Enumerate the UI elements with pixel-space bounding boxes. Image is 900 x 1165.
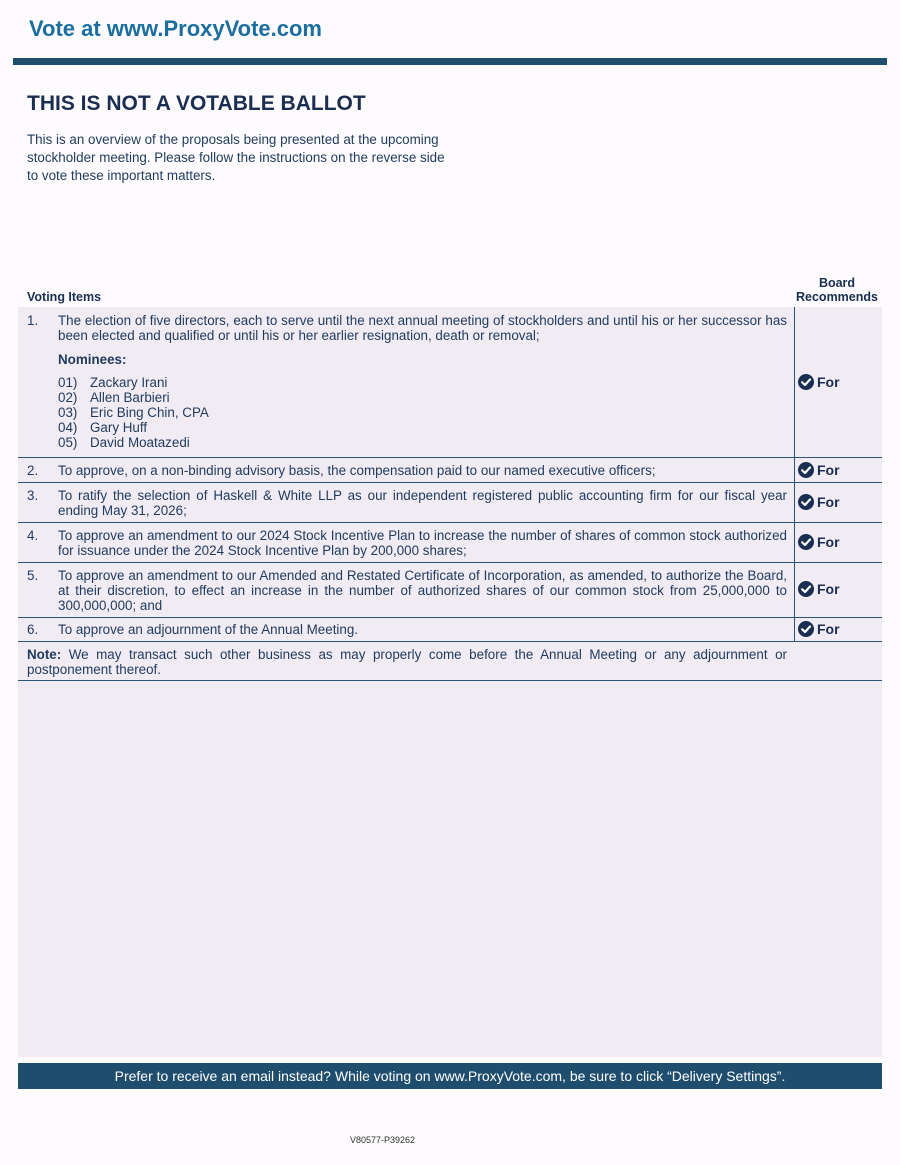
- email-delivery-text: Prefer to receive an email instead? While voting on www.ProxyVote.com, be sure to click “Delivery Settings”.: [114, 1068, 786, 1084]
- item-number: 5.: [27, 568, 39, 583]
- item-number: 2.: [27, 463, 39, 478]
- recommendation-label: For: [817, 534, 840, 550]
- item-text: To approve, on a non-binding advisory basis, the compensation paid to our named executive officers;: [58, 463, 656, 478]
- nominee-number: 02): [58, 390, 78, 405]
- recommendation-label: For: [817, 621, 840, 637]
- nominee-name: Allen Barbieri: [90, 390, 170, 405]
- voting-item-5: [18, 563, 882, 618]
- nominee-number: 01): [58, 375, 78, 390]
- check-circle-icon: [798, 581, 814, 597]
- check-circle-icon: [798, 534, 814, 550]
- header-rule: [13, 58, 887, 65]
- recommendation-label: For: [817, 462, 840, 478]
- note-label: Note:: [27, 647, 62, 662]
- nominee-number: 05): [58, 435, 78, 450]
- nominee-number: 03): [58, 405, 78, 420]
- nominee-number: 04): [58, 420, 78, 435]
- board-recommends-line1: Board: [818, 276, 856, 290]
- recommendation-label: For: [817, 374, 840, 390]
- note-body: We may transact such other business as may properly come before the Annual Meeting or any adjournment or postponement thereof.: [27, 647, 787, 677]
- voting-item-6: [18, 618, 882, 642]
- voting-item-2: [18, 458, 882, 483]
- voting-item-3: [18, 483, 882, 523]
- nominee-name: Zackary Irani: [90, 375, 168, 390]
- nominee: [58, 420, 787, 435]
- nominee-name: David Moatazedi: [90, 435, 190, 450]
- header-title: Vote at www.ProxyVote.com: [29, 16, 322, 41]
- voting-item-4: [18, 523, 882, 563]
- recommendation-cell: [794, 483, 882, 522]
- recommendation-cell: [794, 523, 882, 562]
- check-circle-icon: [798, 462, 814, 478]
- document-code: V80577-P39262: [350, 1135, 416, 1145]
- item-text: To approve an amendment to our Amended and Restated Certificate of Incorporation, as amended, to authorize the Board, at their discretion, to effect an increase in the number of authorized shares of our common stock from 25,000,000 to 300,000,000; and: [58, 568, 787, 613]
- nominees-label: Nominees:: [58, 352, 127, 367]
- recommendation-cell: [794, 563, 882, 617]
- item-description: The election of five directors, each to serve until the next annual meeting of stockholders and until his or her successor has been elected and qualified or until his or her earlier resignation, death or removal;: [58, 313, 787, 343]
- voting-items-header: Voting Items: [27, 290, 102, 304]
- intro-text: This is an overview of the proposals being presented at the upcoming stockholder meeting. Please follow the instructions on the reverse side to vote these important matters.: [27, 132, 445, 183]
- note-text: [27, 647, 787, 677]
- page-title: THIS IS NOT A VOTABLE BALLOT: [27, 92, 366, 115]
- item-text: [58, 313, 787, 450]
- board-recommends-line2: Recommends: [796, 290, 878, 304]
- item-text: To approve an amendment to our 2024 Stock Incentive Plan to increase the number of shares of common stock authorized for issuance under the 2024 Stock Incentive Plan by 200,000 shares;: [58, 528, 787, 558]
- item-number: 6.: [27, 622, 39, 637]
- email-delivery-banner: [18, 1063, 882, 1089]
- item-number: 1.: [27, 313, 39, 328]
- nominee: [58, 375, 787, 390]
- recommendation-cell: [794, 618, 882, 641]
- nominee: [58, 435, 787, 450]
- recommendation-cell: [794, 307, 882, 457]
- item-number: 4.: [27, 528, 39, 543]
- item-text: To approve an adjournment of the Annual Meeting.: [58, 622, 359, 637]
- recommendation-label: For: [817, 494, 840, 510]
- check-circle-icon: [798, 621, 814, 637]
- recommendation-cell: [794, 458, 882, 482]
- voting-item-1: [18, 307, 882, 458]
- nominee: [58, 405, 787, 420]
- nominee: [58, 390, 787, 405]
- nominee-name: Gary Huff: [90, 420, 148, 435]
- item-number: 3.: [27, 488, 39, 503]
- check-circle-icon: [798, 494, 814, 510]
- nominee-name: Eric Bing Chin, CPA: [90, 405, 209, 420]
- recommendation-label: For: [817, 581, 840, 597]
- board-recommends-header: [793, 276, 881, 304]
- check-circle-icon: [798, 374, 814, 390]
- item-text: To ratify the selection of Haskell & White LLP as our independent registered public accounting firm for our fiscal year ending May 31, 2026;: [58, 488, 787, 518]
- note-row: [18, 641, 882, 681]
